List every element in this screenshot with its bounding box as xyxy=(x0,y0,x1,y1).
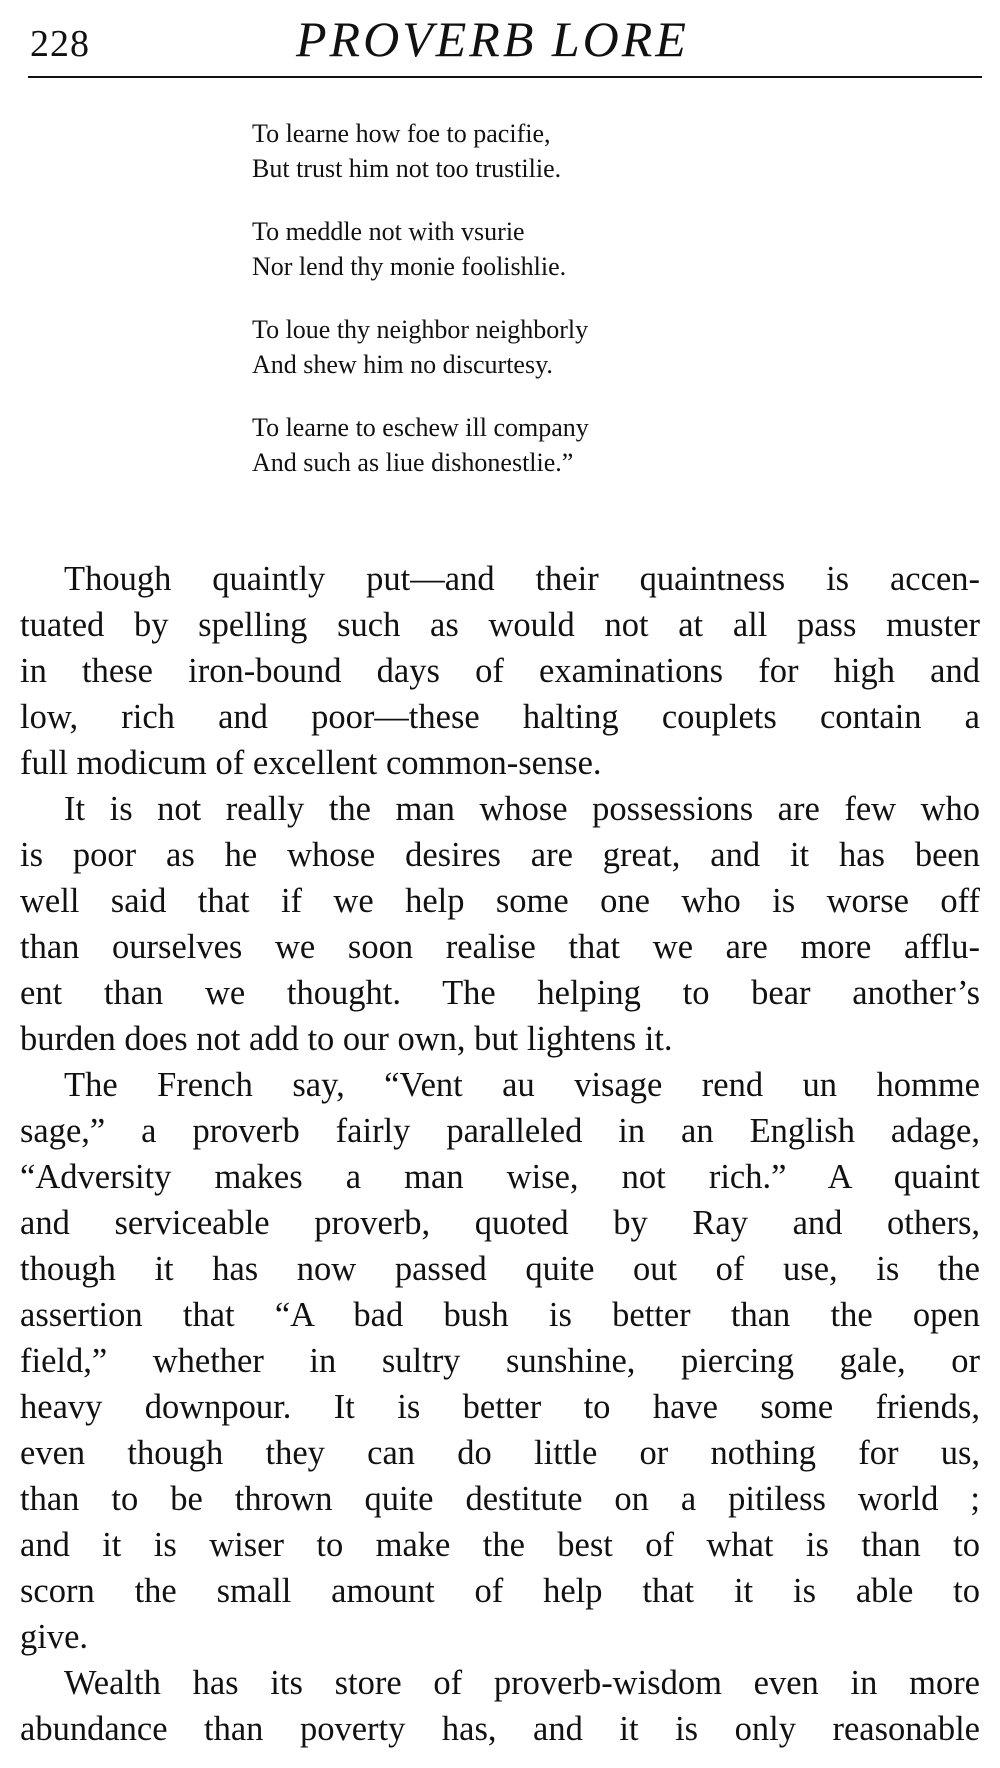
verse-stanza xyxy=(252,116,852,186)
text-line: give. xyxy=(20,1618,89,1656)
text-line: and serviceable proverb, quoted by Ray and others, xyxy=(20,1204,980,1242)
paragraph xyxy=(20,1660,980,1752)
text-line: ent than we thought. The helping to bear another’s xyxy=(20,974,980,1012)
verse-stanza xyxy=(252,410,852,480)
text-line: is poor as he whose desires are great, and it has been xyxy=(20,836,980,874)
text-line: low, rich and poor—these halting couplets contain a xyxy=(20,698,980,736)
page-number: 228 xyxy=(30,23,90,65)
text-line: “Adversity makes a man wise, not rich.” A quaint xyxy=(20,1158,980,1196)
text-line: abundance than poverty has, and it is only reasonable xyxy=(20,1710,980,1748)
text-line: though it has now passed quite out of use, is the xyxy=(20,1250,980,1288)
verse-line: Nor lend thy monie foolishlie. xyxy=(252,252,567,281)
text-line: and it is wiser to make the best of what is than to xyxy=(20,1526,980,1564)
verse-stanza xyxy=(252,214,852,284)
header-rule xyxy=(28,76,982,78)
prose-body xyxy=(20,556,980,1752)
page-header xyxy=(28,6,982,76)
text-line: Wealth has its store of proverb-wisdom even in more xyxy=(64,1664,980,1702)
text-line: field,” whether in sultry sunshine, piercing gale, or xyxy=(20,1342,980,1380)
paragraph xyxy=(20,786,980,1062)
text-line: burden does not add to our own, but lightens it. xyxy=(20,1020,673,1058)
verse-stanza xyxy=(252,312,852,382)
text-line: than ourselves we soon realise that we are more afflu- xyxy=(20,928,980,966)
verse-line: To meddle not with vsurie xyxy=(252,217,525,246)
verse-line: To learne to eschew ill company xyxy=(252,413,589,442)
paragraph xyxy=(20,1062,980,1660)
text-line: than to be thrown quite destitute on a pitiless world ; xyxy=(20,1480,980,1518)
text-line: heavy downpour. It is better to have some friends, xyxy=(20,1388,980,1426)
text-line: It is not really the man whose possessions are few who xyxy=(64,790,980,828)
text-line: sage,” a proverb fairly paralleled in an English adage, xyxy=(20,1112,980,1150)
text-line: in these iron-bound days of examinations for high and xyxy=(20,652,980,690)
verse-line: To learne how foe to pacifie, xyxy=(252,119,551,148)
text-line: scorn the small amount of help that it is able to xyxy=(20,1572,980,1610)
text-line: well said that if we help some one who is worse off xyxy=(20,882,980,920)
text-line: even though they can do little or nothing for us, xyxy=(20,1434,980,1472)
verse-block xyxy=(252,116,852,508)
verse-line: And such as liue dishonestlie.” xyxy=(252,448,574,477)
running-head: PROVERB LORE xyxy=(296,11,689,67)
text-line: Though quaintly put—and their quaintness is accen- xyxy=(64,560,980,598)
text-line: assertion that “A bad bush is better than the open xyxy=(20,1296,980,1334)
text-line: The French say, “Vent au visage rend un homme xyxy=(64,1066,980,1104)
verse-line: To loue thy neighbor neighborly xyxy=(252,315,589,344)
paragraph xyxy=(20,556,980,786)
text-line: full modicum of excellent common-sense. xyxy=(20,744,602,782)
verse-line: And shew him no discurtesy. xyxy=(252,350,553,379)
text-line: tuated by spelling such as would not at all pass muster xyxy=(20,606,980,644)
verse-line: But trust him not too trustilie. xyxy=(252,154,562,183)
